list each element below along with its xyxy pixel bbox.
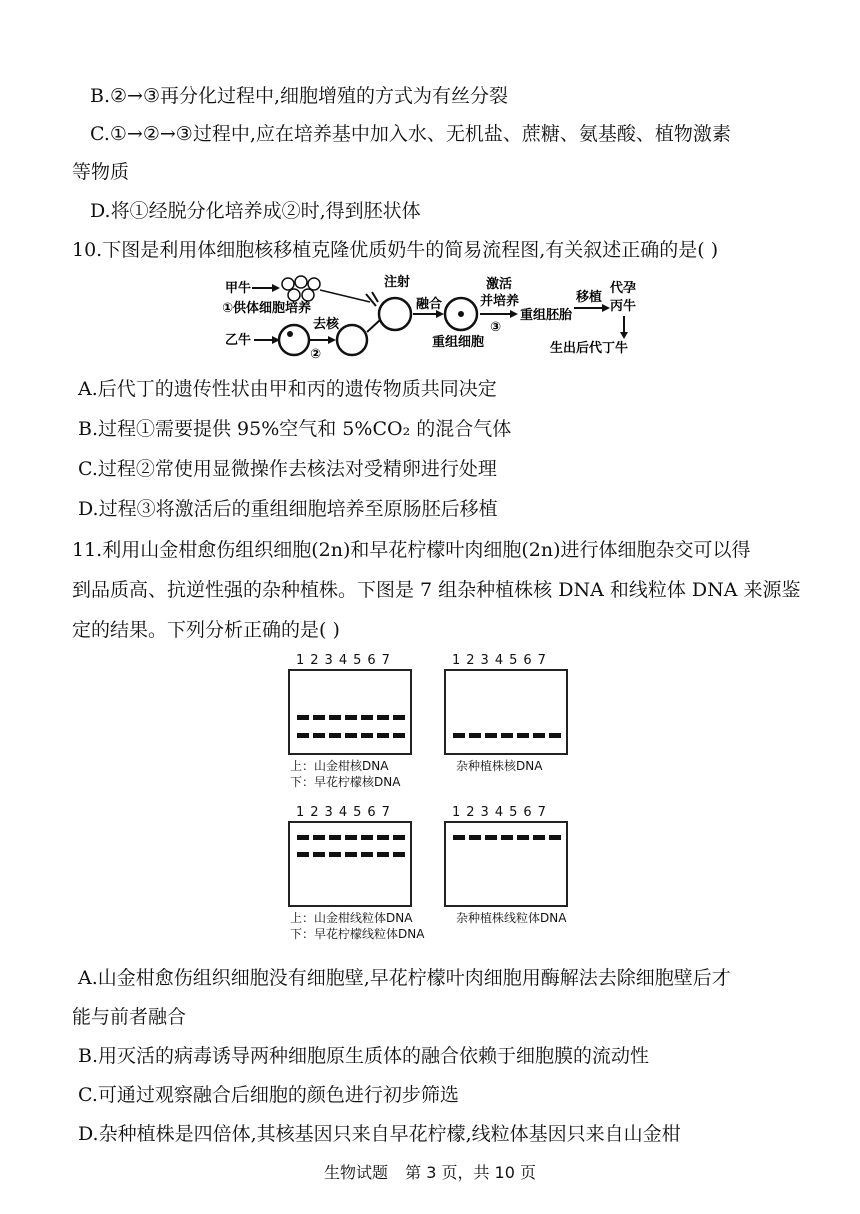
flow-label-step3: ③ <box>490 320 502 335</box>
q10-option-d: D.过程③将激活后的重组细胞培养至原肠胚后移植 <box>78 498 498 520</box>
q11-option-d: D.杂种植株是四倍体,其核基因只来自早花柠檬,线粒体基因只来自山金柑 <box>78 1123 681 1145</box>
q11-stem-line1: 11.利用山金柑愈伤组织细胞(2n)和早花柠檬叶肉细胞(2n)进行体细胞杂交可以得 <box>72 539 751 561</box>
q9-option-b: B.②→③再分化过程中,细胞增殖的方式为有丝分裂 <box>90 85 509 107</box>
flow-label-embryo: 重组胚胎 <box>520 308 573 323</box>
q11-stem-line3: 定的结果。下列分析正确的是( ) <box>72 619 340 641</box>
gel-nuclear-parents-caption-bottom: 下：早花柠檬核DNA <box>290 775 401 789</box>
q10-option-c: C.过程②常使用显微操作去核法对受精卵进行处理 <box>78 458 497 480</box>
q11-option-c: C.可通过观察融合后细胞的颜色进行初步筛选 <box>78 1084 459 1106</box>
gel-mito-hybrid <box>444 821 568 907</box>
donor-cell-cluster <box>282 276 320 301</box>
recombinant-nucleus <box>458 311 464 317</box>
cloning-flowchart <box>210 272 650 362</box>
q10-option-a: A.后代丁的遗传性状由甲和丙的遗传物质共同决定 <box>78 378 497 400</box>
flow-label-surrogate1: 代孕 <box>610 281 637 296</box>
enucleated-oocyte <box>337 325 367 355</box>
flow-label-recomb-cell: 重组细胞 <box>432 335 485 350</box>
gel-lane-numbers: 1234567 <box>452 653 552 668</box>
injection-needle-icon <box>366 292 378 306</box>
gel-lane-numbers: 1234567 <box>296 805 396 820</box>
q11-option-b: B.用灭活的病毒诱导两种细胞原生质体的融合依赖于细胞膜的流动性 <box>78 1045 650 1067</box>
gel-mito-parents-caption-bottom: 下：早花柠檬线粒体DNA <box>290 927 425 941</box>
injected-cell <box>379 298 411 330</box>
flow-label-step1: ①供体细胞培养 <box>222 301 312 316</box>
flow-label-transfer: 移植 <box>576 290 603 305</box>
flow-arrow-head <box>272 284 280 292</box>
oocyte-nucleus <box>287 331 293 337</box>
flow-label-fuse: 融合 <box>416 297 443 312</box>
q9-option-c: C.①→②→③过程中,应在培养基中加入水、无机盐、蔗糖、氨基酸、植物激素 <box>90 123 731 145</box>
q10-stem: 10.下图是利用体细胞核移植克隆优质奶牛的简易流程图,有关叙述正确的是( ) <box>72 239 719 261</box>
gel-mito-parents <box>288 821 412 907</box>
oocyte-cell <box>279 325 309 355</box>
gel-nuclear-hybrid-caption: 杂种植株核DNA <box>456 759 543 773</box>
footer-subject: 生物试题 <box>324 1163 389 1182</box>
q9-option-d: D.将①经脱分化培养成②时,得到胚状体 <box>90 200 421 222</box>
gel-nuclear-parents <box>288 669 412 755</box>
flow-label-enucleate: 去核 <box>313 317 340 332</box>
gel-nuclear-hybrid <box>444 669 568 755</box>
gel-lane-numbers: 1234567 <box>296 653 396 668</box>
flow-label-step2: ② <box>310 347 322 362</box>
q11-option-a-cont: 能与前者融合 <box>72 1006 187 1028</box>
flow-label-activate: 激活 <box>486 277 513 292</box>
flow-label-culture: 并培养 <box>480 294 520 309</box>
flow-label-surrogate2: 丙牛 <box>610 299 637 314</box>
q11-option-a: A.山金柑愈伤组织细胞没有细胞壁,早花柠檬叶肉细胞用酶解法去除细胞壁后才 <box>78 967 731 989</box>
flow-label-inject: 注射 <box>384 275 411 290</box>
footer-page-number: 第 3 页，共 10 页 <box>405 1163 536 1182</box>
q11-stem-line2: 到品质高、抗逆性强的杂种植株。下图是 7 组杂种植株核 DNA 和线粒体 DNA 来源鉴 <box>72 579 801 601</box>
flow-label-jia: 甲牛 <box>225 281 252 296</box>
q9-option-c-cont: 等物质 <box>72 161 130 183</box>
gel-mito-parents-caption-top: 上：山金柑线粒体DNA <box>290 911 413 925</box>
gel-mito-hybrid-caption: 杂种植株线粒体DNA <box>456 911 567 925</box>
flow-label-yi: 乙牛 <box>225 333 252 348</box>
flow-label-offspring: 生出后代丁牛 <box>550 341 629 356</box>
gel-lane-numbers: 1234567 <box>452 805 552 820</box>
gel-nuclear-parents-caption-top: 上：山金柑核DNA <box>290 759 389 773</box>
page-footer <box>0 1160 860 1183</box>
q10-option-b: B.过程①需要提供 95%空气和 5%CO₂ 的混合气体 <box>78 418 512 440</box>
